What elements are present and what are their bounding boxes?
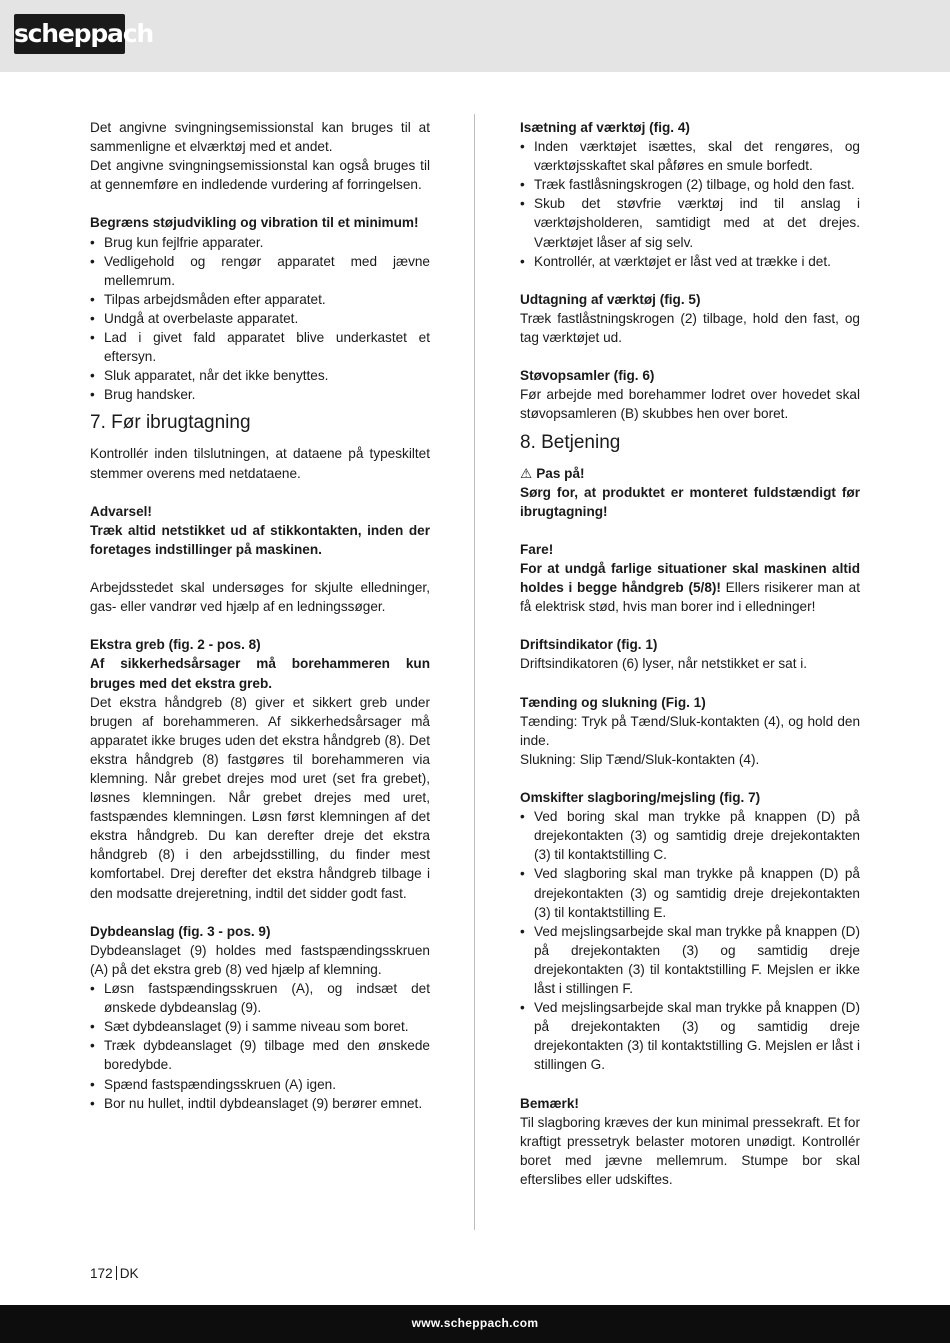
- left-column: [90, 118, 430, 1113]
- list-item: • Sæt dybdeanslaget (9) i samme niveau som boret.: [90, 1017, 430, 1036]
- switch-off-text: Slukning: Slip Tænd/Sluk-kontakten (4).: [520, 751, 760, 767]
- workplace-text: Arbejdsstedet skal undersøges for skjulte elledninger, gas- eller vandrør ved hjælp af en ledningssøger.: [90, 580, 430, 615]
- insert-tool-heading: Isætning af værktøj (fig. 4): [520, 120, 690, 135]
- switch-heading: Tænding og slukning (Fig. 1): [520, 694, 706, 710]
- list-item: • Løsn fastspændingsskruen (A), og indsæt det ønskede dybdeanslag (9).: [90, 979, 430, 1017]
- dust-text: Før arbejde med borehammer lodret over hovedet skal støvopsamleren (B) skubbes hen over boret.: [520, 387, 860, 422]
- danger-paragraph: [520, 559, 860, 616]
- mode-list: [520, 807, 860, 1074]
- list-item: • Ved mejslingsarbejde skal man trykke på knappen (D) på drejekontakten (3) og samtidig dreje drejekontakten (3) til kontaktstilling F. Mejslen er ikke låst i stillingen F.: [520, 922, 860, 998]
- page-number: [90, 1265, 139, 1282]
- remove-tool-text: Træk fastlåstningskrogen (2) tilbage, hold den fast, og tag værktøjet ud.: [520, 310, 860, 346]
- page-language: DK: [119, 1266, 139, 1281]
- dust-heading: Støvopsamler (fig. 6): [520, 368, 655, 384]
- caution-text: Sørg for, at produktet er monteret fuldstændigt før ibrugtagning!: [520, 484, 860, 519]
- warning-heading: Advarsel!: [90, 503, 152, 519]
- warning-text: Træk altid netstikket ud af stikkontakten, inden der foretages indstillinger på maskinen.: [90, 522, 430, 557]
- depth-stop-list: [90, 979, 430, 1113]
- list-item: • Træk fastlåsningskrogen (2) tilbage, og hold den fast.: [520, 175, 860, 194]
- caution-heading: Pas på!: [536, 465, 585, 481]
- intro-paragraph-1: Det angivne svingningsemissionstal kan bruges til at sammenligne et elværktøj med et andet.: [90, 120, 430, 155]
- list-item: • Ved mejslingsarbejde skal man trykke på knappen (D) på drejekontakten (3) og samtidig dreje drejekontakten (3) til kontaktstilling G. Mejslen er låst i stillingen G.: [520, 998, 860, 1074]
- section-8-title: 8. Betjening: [520, 431, 621, 453]
- indicator-text: Driftsindikatoren (6) lyser, når netstikket er sat i.: [520, 656, 808, 672]
- intro-paragraph-2: Det angivne svingningsemissionstal kan også bruges til at gennemføre en indledende vurdering af forringelsen.: [90, 158, 430, 193]
- page-number-separator: [116, 1266, 117, 1280]
- remove-tool-heading: Udtagning af værktøj (fig. 5): [520, 291, 701, 307]
- section-7-text: Kontrollér inden tilslutningen, at dataene på typeskiltet stemmer overens med netdataene.: [90, 446, 430, 481]
- note-text: Til slagboring kræves der kun minimal pressekraft. Et for kraftigt pressetryk belaster motoren unødigt. Kontrollér boret med jævne mellemrum. Stumpe bor skal efterslibes eller udskiftes.: [520, 1114, 860, 1187]
- caution-heading-line: [520, 464, 860, 483]
- limit-heading: Begræns støjudvikling og vibration til et minimum!: [90, 215, 419, 231]
- extra-grip-text: Det ekstra håndgreb (8) giver et sikkert greb under brugen af borehammeren. Af sikkerhedsårsager må apparatet ikke bruges uden det ekstra håndgreb (8). Det ekstra håndgreb (8) fastgøres til borehammeren via klemning. Når grebet drejes mod uret (set fra grebet), løsnes klemningen. Når grebet drejes med uret, fastspændes klemningen. Løsn først klemningen af det ekstra håndgreb. Du kan derefter dreje det ekstra håndgreb (8) i den arbejdsstilling, du finder mest komfortabel. Drej derefter det ekstra håndgreb tilbage i den modsatte drejeretning, indtil det sidder godt fast.: [90, 694, 430, 901]
- depth-stop-text: Dybdeanslaget (9) holdes med fastspændingsskruen (A) på det ekstra greb (8) ved hjælp af klemning.: [90, 942, 430, 977]
- page-header: [0, 0, 950, 72]
- section-7-title: 7. Før ibrugtagning: [90, 412, 251, 434]
- list-item: • Inden værktøjet isættes, skal det rengøres, og værktøjsskaftet skal påføres en smule borfedt.: [520, 137, 860, 175]
- danger-bold-text: For at undgå farlige situationer skal maskinen altid holdes i begge håndgreb (5/8)!: [520, 560, 860, 596]
- list-item: • Kontrollér, at værktøjet er låst ved at trække i det.: [520, 252, 860, 271]
- list-item: • Lad i givet fald apparatet blive underkastet et eftersyn.: [90, 328, 430, 366]
- mode-heading: Omskifter slagboring/mejsling (fig. 7): [520, 790, 761, 806]
- switch-on-text: Tænding: Tryk på Tænd/Sluk-kontakten (4), og hold den inde.: [520, 713, 860, 748]
- footer-website-link[interactable]: www.scheppach.com: [411, 1316, 539, 1330]
- list-item: • Brug handsker.: [90, 385, 430, 404]
- list-item: • Undgå at overbelaste apparatet.: [90, 309, 430, 328]
- column-divider: [474, 114, 475, 1230]
- list-item: • Brug kun fejlfrie apparater.: [90, 233, 430, 252]
- list-item: • Ved boring skal man trykke på knappen (D) på drejekontakten (3) og samtidig dreje drejekontakten (3) til kontaktstilling C.: [520, 807, 860, 864]
- list-item: • Bor nu hullet, indtil dybdeanslaget (9) berører emnet.: [90, 1094, 430, 1113]
- list-item: • Vedligehold og rengør apparatet med jævne mellemrum.: [90, 252, 430, 290]
- note-heading: Bemærk!: [520, 1095, 579, 1111]
- danger-text: Ellers risikerer man at få elektrisk stød, hvis man borer ind i elledninger!: [520, 580, 860, 615]
- limit-list: [90, 233, 430, 405]
- page-footer: [0, 1305, 950, 1343]
- page-number-value: 172: [90, 1266, 113, 1281]
- list-item: • Skub det støvfrie værktøj ind til anslag i værktøjsholderen, samtidigt med at det drejes. Værktøjet låser af sig selv.: [520, 194, 860, 251]
- list-item: • Spænd fastspændingsskruen (A) igen.: [90, 1075, 430, 1094]
- scheppach-logo: scheppach: [14, 14, 125, 54]
- danger-heading: Fare!: [520, 541, 554, 557]
- extra-grip-heading: Ekstra greb (fig. 2 - pos. 8): [90, 637, 261, 653]
- list-item: • Træk dybdeanslaget (9) tilbage med den ønskede boredybde.: [90, 1036, 430, 1074]
- depth-stop-heading: Dybdeanslag (fig. 3 - pos. 9): [90, 923, 271, 939]
- indicator-heading: Driftsindikator (fig. 1): [520, 637, 658, 653]
- list-item: • Tilpas arbejdsmåden efter apparatet.: [90, 290, 430, 309]
- list-item: • Ved slagboring skal man trykke på knappen (D) på drejekontakten (3) og samtidig dreje drejekontakten (3) til kontaktstilling E.: [520, 864, 860, 921]
- right-column: [520, 118, 860, 1189]
- extra-grip-bold-text: Af sikkerhedsårsager må borehammeren kun bruges med det ekstra greb.: [90, 656, 430, 691]
- warning-triangle-icon: ⚠: [520, 465, 533, 481]
- insert-tool-list: [520, 137, 860, 271]
- list-item: • Sluk apparatet, når det ikke benyttes.: [90, 366, 430, 385]
